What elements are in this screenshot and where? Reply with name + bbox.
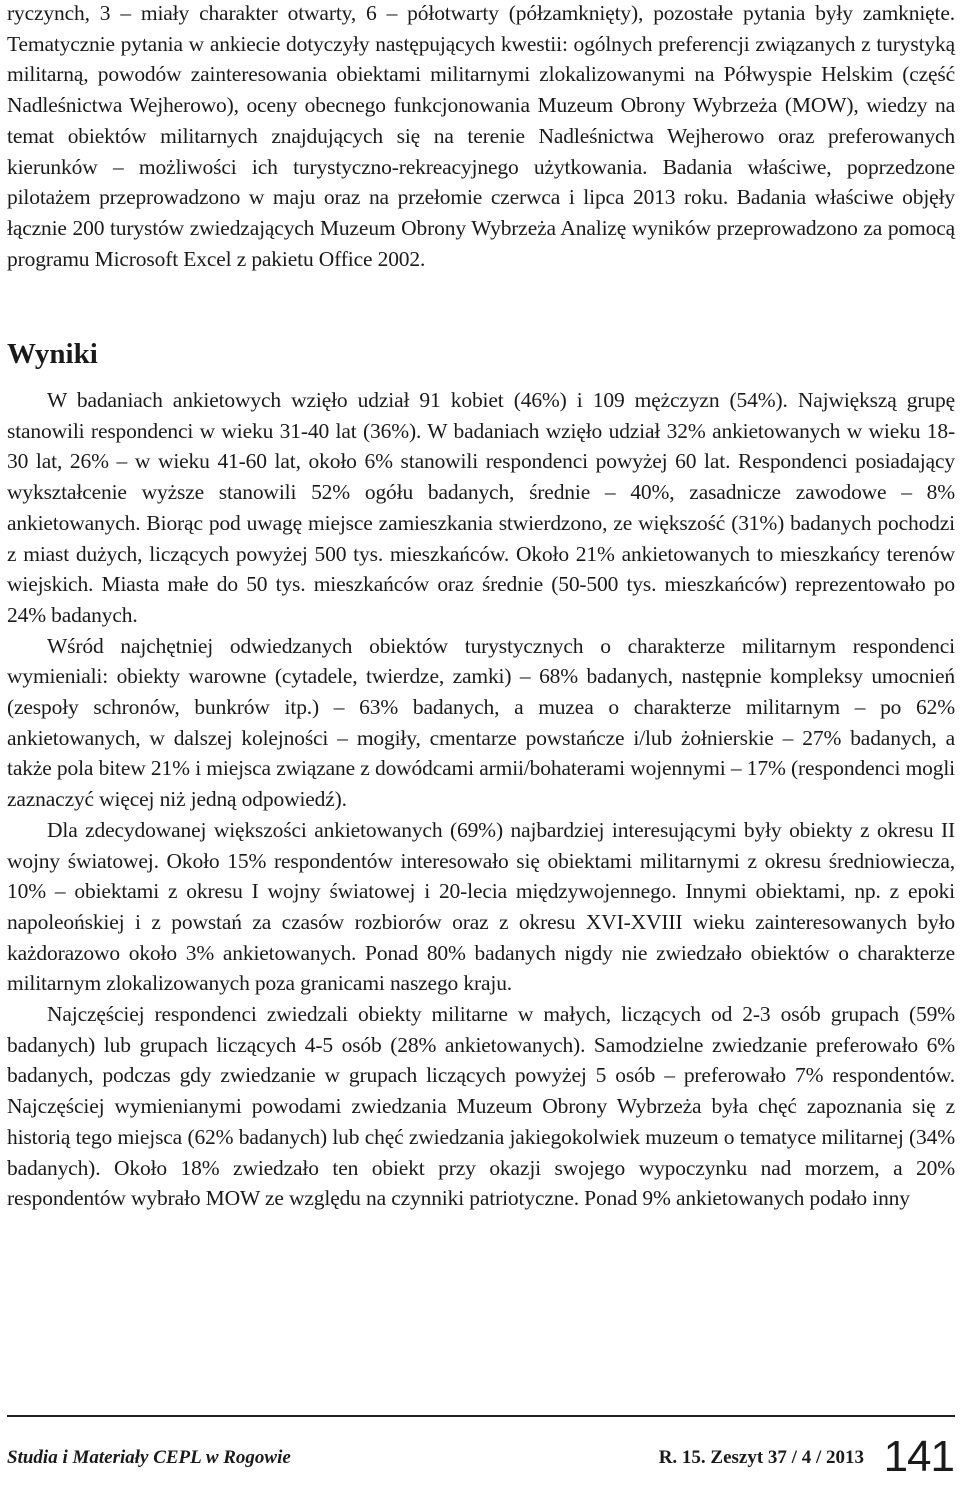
results-section [7,385,955,1214]
footer-journal-title: Studia i Materiały CEPL w Rogowie [7,1447,291,1468]
footer-divider [7,1415,955,1417]
footer-issue: R. 15. Zeszyt 37 / 4 / 2013 [658,1447,864,1468]
results-paragraph-3: Dla zdecydowanej większości ankietowanych (69%) najbardziej interesującymi były obiekty z okresu II wojny światowej. Około 15% respondentów interesowało się obiektami militarnymi z okresu średniowiecza, 10% – obiektami z okresu I wojny światowej i 20-lecia międzywojennego. Innymi obiektami, np. z epoki napoleońskiej i z powstań za czasów rozbiorów oraz z okresu XVI-XVIII wieku zainteresowanych było każdorazowo około 3% ankietowanych. Ponad 80% badanych nigdy nie zwiedzało obiektów o charakterze militarnym zlokalizowanych poza granicami naszego kraju. [7,817,955,996]
results-paragraph-1: W badaniach ankietowych wzięło udział 91 kobiet (46%) i 109 mężczyzn (54%). Największą grupę stanowili respondenci w wieku 31-40 lat (36%). W badaniach wzięło udział 32% ankietowanych w wieku 18-30 lat, 26% – w wieku 41-60 lat, około 6% stanowili respondenci powyżej 60 lat. Respondenci posiadający wykształcenie wyższe stanowili 52% ogółu badanych, średnie – 40%, zasadnicze zawodowe – 8% ankietowanych. Biorąc pod uwagę miejsce zamieszkania stwierdzono, ze większość (31%) badanych pochodzi z miast dużych, liczących powyżej 500 tys. mieszkańców. Około 21% ankietowanych to mieszkańcy terenów wiejskich. Miasta małe do 50 tys. mieszkańców oraz średnie (50-500 tys. mieszkańców) reprezentowało po 24% badanych. [7,388,955,627]
results-paragraph-2: Wśród najchętniej odwiedzanych obiektów turystycznych o charakterze militarnym respondenci wymieniali: obiekty warowne (cytadele, twierdze, zamki) – 68% badanych, następnie kompleksy umocnień (zespoły schronów, bunkrów itp.) – 63% badanych, a muzea o charakterze militarnym – po 62% ankietowanych, w dalszej kolejności – mogiły, cmentarze powstańcze i/lub żołnierskie – 27% badanych, a także pola bitew 21% i miejsca związane z dowódcami armii/bohaterami wojennymi – 17% (respondenci mogli zaznaczyć więcej niż jedną odpowiedź). [7,633,955,812]
section-heading: Wyniki [7,338,98,370]
results-paragraph-4: Najczęściej respondenci zwiedzali obiekty militarne w małych, liczących od 2-3 osób grupach (59% badanych) lub grupach liczących 4-5 osób (28% ankietowanych). Samodzielne zwiedzanie preferowało 6% badanych, podczas gdy zwiedzanie w grupach liczących powyżej 5 osób – preferowało 7% respondentów. Najczęściej wymienianymi powodami zwiedzania Muzeum Obrony Wybrzeża była chęć zapoznania się z historią tego miejsca (62% badanych) lub chęć zwiedzania jakiegokolwiek muzeum o tematyce militarnej (34% badanych). Około 18% zwiedzało ten obiekt przy okazji swojego wypoczynku nad morzem, a 20% respondentów wybrało MOW ze względu na czynniki patriotyczne. Ponad 9% ankietowanych podało inny [7,1002,955,1211]
intro-paragraph: ryczynch, 3 – miały charakter otwarty, 6 – półotwarty (półzamknięty), pozostałe pytania były zamknięte. Tematycznie pytania w ankiecie dotyczyły następujących kwestii: ogólnych preferencji związanych z turystyką militarną, powodów zainteresowania obiektami militarnymi zlokalizowanymi na Półwyspie Helskim (część Nadleśnictwa Wejherowo), oceny obecnego funkcjonowania Muzeum Obrony Wybrzeża (MOW), wiedzy na temat obiektów militarnych znajdujących się na terenie Nadleśnictwa Wejherowo oraz preferowanych kierunków – możliwości ich turystyczno-rekreacyjnego użytkowania. Badania właściwe, poprzedzone pilotażem przeprowadzono w maju oraz na przełomie czerwca i lipca 2013 roku. Badania właściwe objęły łącznie 200 turystów zwiedzających Muzeum Obrony Wybrzeża Analizę wyników przeprowadzono za pomocą programu Microsoft Excel z pakietu Office 2002. [7,1,955,271]
page-number: 141 [883,1432,954,1481]
